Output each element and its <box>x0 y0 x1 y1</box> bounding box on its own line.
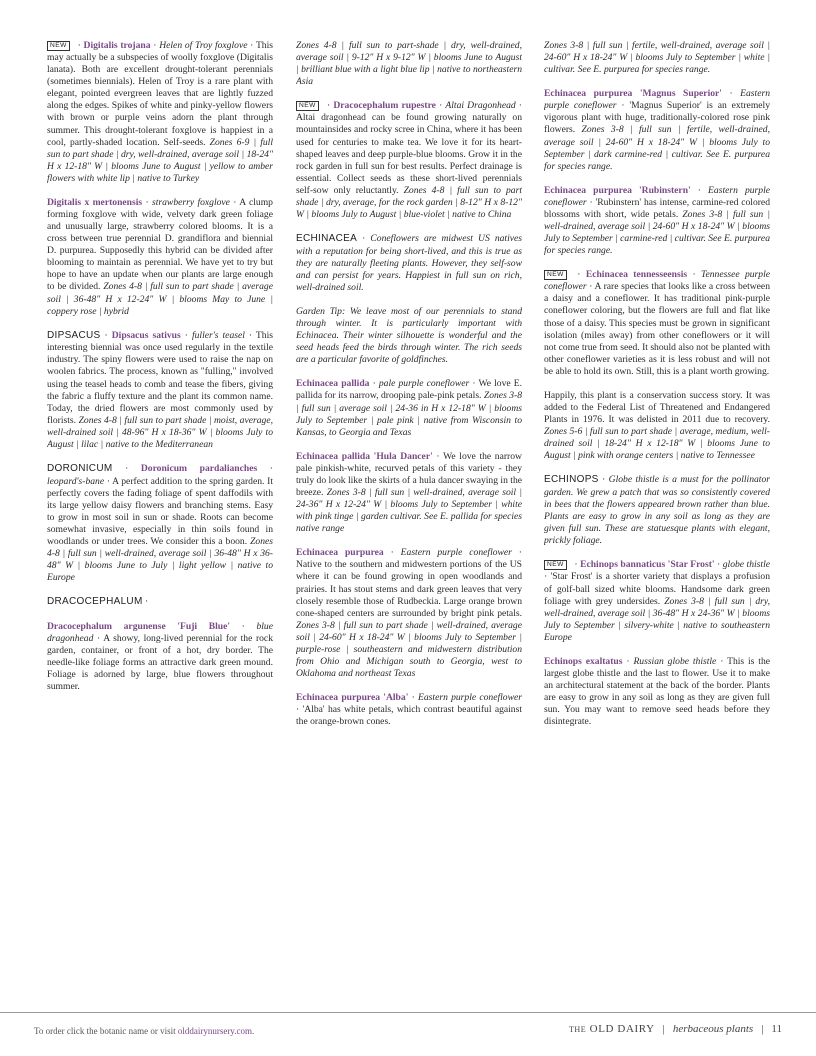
plant-entry: ECHINACEA · Coneflowers are midwest US natives with a reputation for being short-lived, and this is true as they are naturally fleeting plants. However, they self-sow and can persist for years. Happiest in full sun on rich, well-drained soil. <box>296 233 522 293</box>
plant-description: Happily, this plant is a conservation success story. It was added to the Federal List of Threatened and Endangered Plants in 1976. It was delisted in 2011 due to recovery. <box>544 389 770 426</box>
plant-entry: Echinops exaltatus · Russian globe thistle · This is the largest globe thistle and the last to flower. Use it to make an architectural statement at the back of the border. Plants are easy to grow in any soil as long as they are given full sun. You may want to remove seed heads before they disintegrate. <box>544 655 770 728</box>
common-name: Eastern purple coneflower <box>400 547 512 559</box>
plant-name-link[interactable]: Dracocephalum argunense 'Fuji Blue' <box>47 620 231 632</box>
genus-heading: ECHINACEA <box>296 233 358 245</box>
footer-separator-2: | <box>761 1023 764 1035</box>
common-name: Eastern purple coneflower <box>418 692 522 704</box>
column-1 <box>47 40 273 1008</box>
common-name: fuller's teasel <box>191 329 245 341</box>
order-note: To order click the botanic name or visit olddairynursery.com. <box>34 1026 255 1036</box>
plant-specs: Zones 3-8 | full sun | well-drained, average soil | 24-36" H x 12-24" W | blooms July to September | white with pink tinge | garden cultivar. See E. pallida for species native range <box>296 487 522 535</box>
plant-specs: Zones 5-6 | full sun to part shade | average, medium, well-drained soil | 18-24" H x 12-18" W | blooms June to August | pink with orange centers | native to Tennessee <box>544 426 770 462</box>
running-footer <box>569 1023 782 1035</box>
plant-entry: Echinacea pallida · pale purple coneflower · We love E. pallida for its narrow, drooping pale-pink petals. Zones 3-8 | full sun | average soil | 24-36 in H x 12-18" W | blooms July to September | pale pink | native from Wisconsin to Kansas, to Georgia and Texas <box>296 378 522 438</box>
plant-description: This is the largest globe thistle and the last to flower. Use it to make an architectural statement at the back of the border. Plants are easy to grow in any soil as long as they are given full sun. You may want to remove seed heads before they disintegrate. <box>544 655 770 728</box>
plant-entry: DRACOCEPHALUM · <box>47 596 149 608</box>
new-badge: NEW <box>47 41 70 51</box>
plant-specs: Zones 3-8 | full sun to part shade | well-drained, average soil | 24-60" H x 18-24" W | blooms July to September | purple-rose | southeastern and midwestern distribution from Ohio and Michigan south to Georgia, west to Oklahoma and northeast Texas <box>296 619 522 680</box>
plant-entry <box>296 306 522 366</box>
new-badge: NEW <box>544 270 567 280</box>
plant-name-link[interactable]: Dipsacus sativus <box>111 329 181 341</box>
plant-entry: Echinacea purpurea · Eastern purple coneflower · Native to the southern and midwestern portions of the US where it can be found growing in open woodlands and prairies. It has stout stems and dark green leaves that very closely resemble those of Rudbeckia. Large orange brown cone-shaped centers are surrounded by bright pink petals. Zones 3-8 | full sun to part shade | well-drained, average soil | 24-60" H x 18-24" W | blooms July to September | purple-rose | southeastern and midwestern distribution from Ohio and Michigan south to Georgia, west to Oklahoma and northeast Texas <box>296 547 522 680</box>
plant-entry: Echinacea purpurea 'Rubinstern' · Eastern purple coneflower · 'Rubinstern' has intense, carmine-red colored blossoms with short, wide petals. Zones 3-8 | full sun | well-drained, average soil | 24-60" H x 18-24" W | blooms July to September | carmine-red | cultivar. See E. purpurea for species range. <box>544 184 770 257</box>
plant-description: Native to the southern and midwestern portions of the US where it can be found growing in open woodlands and prairies. It has stout stems and dark green leaves that very closely resemble those of Rudbeckia. Large orange brown cone-shaped centers are surrounded by bright pink petals. <box>296 559 522 619</box>
column-2 <box>296 40 522 1008</box>
plant-specs: Zones 3-8 | full sun | fertile, well-drained, average soil | 24-60" H x 18-24" W | blooms July to September | dark carmine-red | cultivar. See E. purpurea for species range. <box>544 124 770 172</box>
common-name: Eastern purple coneflower <box>544 184 770 208</box>
plant-name-link[interactable]: Digitalis x mertonensis <box>47 196 143 208</box>
plant-description: We love the narrow pale pinkish-white, recurved petals of this variety - they truly do look like the skirts of a hula dancer swaying in the breeze. <box>296 450 522 499</box>
plant-entry <box>296 40 522 88</box>
brand-name: THE OLD DAIRY <box>568 1023 655 1035</box>
page-number: 11 <box>771 1023 782 1035</box>
genus-heading: DORONICUM <box>47 463 113 475</box>
footer-divider <box>0 1012 816 1013</box>
plant-description: A perfect addition to the spring garden. It perfectly covers the fading foliage of spent daffodils with its large yellow daisy flowers and branching stems. Easy to grow in most soil in sun or shade. Roots can become somewhat invasive, especially in thin soils found in woodlands or under trees. We consider this a boon. <box>47 475 273 547</box>
plant-entry: NEW · Echinacea tennesseensis · Tennessee purple coneflower · A rare species that looks like a cross between a daisy and a coneflower. It has traditional pink-purple coneflower coloring, but the flowers are full and flat like those of a daisy. This species must be grown in significant isolation (miles away) from other coneflowers or it will not come true from seed. It should also not be planted with other coneflower varieties as it is less robust and will not be able to hold its own. Still, this is a plant worth growing. <box>544 269 770 377</box>
new-badge: NEW <box>296 101 319 111</box>
plant-specs: Zones 4-8 | full sun to part shade | moist, average, well-drained soil | 48-96" H x 18-36" W | blooms July to August | lilac | native to the Mediterranean <box>47 414 273 450</box>
common-name: Eastern purple coneflower <box>544 88 770 112</box>
plant-specs: Zones 4-8 | full sun to part-shade | dry, well-drained, average soil | 9-12" H x 9-12" W | blooms June to August | brilliant blue with a light blue lip | native to northeastern Asia <box>296 40 522 88</box>
plant-name-link[interactable]: Echinops exaltatus <box>544 655 623 667</box>
common-name: leopard's-bane <box>47 475 105 487</box>
common-name: strawberry foxglove <box>152 196 230 208</box>
common-name: globe thistle <box>722 559 770 571</box>
plant-specs: Garden Tip: We leave most of our perennials to stand through winter. It is particularly important with Echinacea. Their winter silhouette is wonderful and the seed heads feed the birds through winter. The rich seeds are a particular favorite of goldfinches. <box>296 306 522 366</box>
genus-heading: ECHINOPS <box>544 474 599 486</box>
plant-name-link[interactable]: Echinacea tennesseensis <box>585 269 688 281</box>
common-name: Russian globe thistle <box>633 655 717 667</box>
plant-name-link[interactable]: Echinacea purpurea 'Rubinstern' <box>544 184 691 196</box>
plant-description: This may actually be a subspecies of woolly foxglove (Digitalis lanata). Both are excellent drought-tolerant perennials (sometimes biennials). Helen of Troy is a rare plant with elegant, pointed evergreen leaves that are lightly fuzzed along the edges. Spikes of white and pinky-yellow flowers with brown or purple veins adorn the plant through summer. This drought-tolerant foxglove is happiest in a cool, partly-shaded location. Self-seeds. <box>47 40 273 148</box>
plant-name-link[interactable]: Echinacea purpurea <box>296 547 384 559</box>
website-link[interactable]: olddairynursery.com <box>177 1026 252 1036</box>
plant-description: Altai dragonhead can be found growing naturally on mountainsides and rocky scree in China, where it has been used for centuries to make tea. We love it for its heart-shaped leaves and deep purple-blue blooms. Grow it in the rock garden in full sun for best results. Perfect drainage is essential. Collect seeds as these short-lived perennials self-sow only reluctantly. <box>296 112 522 196</box>
common-name: pale purple coneflower <box>378 378 470 390</box>
plant-entry: Digitalis x mertonensis · strawberry foxglove · A clump forming foxglove with wide, velvety dark green foliage and unusually large, strawberry colored blooms. It is a cross between true perennial D. grandiflora and biennial D. purpurea. Supposedly this hybrid can be divided after blooming to maintain as perennial. We have yet to try but hope to have an update when our plants are large enough to be divided. Zones 4-8 | full sun to part shade | average soil | 36-48" H x 12-24" W | blooms May to June | coppery rose | hybrid <box>47 196 273 317</box>
plant-entry: ECHINOPS · Globe thistle is a must for the pollinator garden. We grew a patch that was so consistently covered in bees that the flowers appeared brown rather than blue. Plants are easy to grow in any soil as long as they are given full sun. These are statuesque plants with elegant, prickly foliage. <box>544 474 770 547</box>
plant-name-link[interactable]: Echinacea pallida 'Hula Dancer' <box>296 450 433 462</box>
plant-entry: Echinacea purpurea 'Magnus Superior' · Eastern purple coneflower · 'Magnus Superior' is an extremely vigorous plant with huge, traditionally-colored rose pink flowers. Zones 3-8 | full sun | fertile, well-drained, average soil | 24-60" H x 18-24" W | blooms July to September | dark carmine-red | cultivar. See E. purpurea for species range. <box>544 88 770 172</box>
common-name: blue dragonhead <box>47 620 273 644</box>
plant-specs: Globe thistle is a must for the pollinator garden. We grew a patch that was so consistently covered in bees that the flowers appeared brown rather than blue. Plants are easy to grow in any soil as long as they are given full sun. These are statuesque plants with elegant, prickly foliage. <box>544 474 770 547</box>
plant-description: A rare species that looks like a cross between a daisy and a coneflower. It has traditional pink-purple coneflower coloring, but the flowers are full and flat like those of a daisy. This species must be grown in significant isolation (miles away) from other coneflowers or it will not come true from seed. It should also not be planted with other coneflower varieties as it is less robust and will not be able to hold its own. Still, this is a plant worth growing. <box>544 281 770 377</box>
plant-entry: Echinacea pallida 'Hula Dancer' · We love the narrow pale pinkish-white, recurved petals of this variety - they truly do look like the skirts of a hula dancer swaying in the breeze. Zones 3-8 | full sun | well-drained, average soil | 24-36" H x 12-24" W | blooms July to September | white with pink tinge | garden cultivar. See E. pallida for species native range <box>296 450 522 535</box>
plant-specs: Zones 6-9 | full sun to part shade | dry, well-drained, average soil | 18-24" H x 12-18" W | blooms June to August | yellow to amber flowers with white lip | native to Turkey <box>47 136 273 184</box>
plant-name-link[interactable]: Echinacea purpurea 'Alba' <box>296 692 409 704</box>
plant-specs: Zones 3-8 | full sun | average soil | 24-36 in H x 12-18" W | blooms July to September | pale pink | native from Wisconsin to Kansas, to Georgia and Texas <box>296 390 522 438</box>
plant-specs: Zones 4-8 | full sun to part shade | dry, average, for the rock garden | 8-12" H x 8-12" W | blooms July to August | blue-violet | native to China <box>296 184 522 221</box>
plant-entry: NEW · Echinops bannaticus 'Star Frost' · globe thistle · 'Star Frost' is a shorter variety that displays a profusion of golf-ball sized white blooms. Handsome dark green foliage with grey undersides. Zones 3-8 | full sun | dry, well-drained, average soil | 36-48" H x 24-36" W | blooms July to September | silvery-white | native to southeastern Europe <box>544 559 770 643</box>
footer-separator: | <box>662 1023 665 1035</box>
common-name: Altai Dragonhead <box>445 100 516 112</box>
plant-specs: Zones 3-8 | full sun | well-drained, average soil | 24-60" H x 18-24" W | blooms July to September | carmine-red | cultivar. See E. purpurea for species range. <box>544 208 770 257</box>
common-name: Helen of Troy foxglove <box>159 40 248 51</box>
plant-entry: DORONICUM · Doronicum pardalianches · leopard's-bane · A perfect addition to the spring garden. It perfectly covers the fading foliage of spent daffodils with its large yellow daisy flowers and branching stems. Easy to grow in most soil in sun or shade. Roots can become somewhat invasive, especially in thin soils found in woodlands or under trees. We consider this a boon. Zones 4-8 | full sun | well-drained, average soil | 36-48" H x 36-48" W | blooms June to July | light yellow | native to Europe <box>47 463 273 584</box>
genus-heading: DRACOCEPHALUM <box>47 596 143 608</box>
plant-specs: Zones 4-8 | full sun | well-drained, average soil | 36-48" H x 36-48" W | blooms June to July | light yellow | native to Europe <box>47 536 273 584</box>
plant-name-link[interactable]: Echinacea pallida <box>296 378 370 390</box>
plant-description: We love E. pallida for its narrow, drooping pale-pink petals. <box>296 378 522 402</box>
plant-name-link[interactable]: Digitalis trojana <box>83 40 151 51</box>
plant-specs: Zones 3-8 | full sun | fertile, well-drained, average soil | 24-60" H x 18-24" W | blooms July to September | white | cultivar. See E. purpurea for species range. <box>544 40 770 76</box>
plant-description: A showy, long-lived perennial for the rock garden, container, or front of a hot, dry border. The needle-like foliage forms an attractive dark green mound. Foliage is adorned by large, blue flowers throughout summer. <box>47 632 273 693</box>
plant-description: 'Alba' has white petals, which contrast beautiful against the orange-brown cones. <box>296 704 522 728</box>
section-title: herbaceous plants <box>672 1023 754 1035</box>
plant-entry: Echinacea purpurea 'Alba' · Eastern purple coneflower · 'Alba' has white petals, which contrast beautiful against the orange-brown cones. <box>296 692 522 728</box>
plant-description: A clump forming foxglove with wide, velvety dark green foliage and unusually large, strawberry colored blooms. It is a cross between true perennial D. grandiflora and biennial D. purpurea. Supposedly this hybrid can be divided after blooming to maintain as perennial. We have yet to try but hope to have an update when our plants are large enough to be divided. <box>47 196 273 293</box>
plant-name-link[interactable]: Doronicum pardalianches <box>140 463 258 475</box>
plant-specs: Coneflowers are midwest US natives with a reputation for being short-lived, and this is true as they are naturally fleeting plants. However, they self-sow and can persist for years. Happiest in full sun on rich, well-drained soil. <box>296 233 522 293</box>
plant-specs: Zones 4-8 | full sun to part shade | average soil | 36-48" H x 12-24" W | blooms May to June | coppery rose | hybrid <box>47 281 273 317</box>
plant-description: This interesting biennial was once used regularly in the textile industry. The spiny flowers were used to raise the nap on woolen fabrics. The process, known as "fulling," involved using the teasel heads to comb and tease the fibers, giving the fabric a fluffy texture and the plant its common name. Today, the dried flowers are most commonly used by florists. <box>47 329 273 426</box>
plant-description: 'Rubinstern' has intense, carmine-red colored blossoms with short, wide petals. <box>544 196 770 220</box>
new-badge: NEW <box>544 560 567 570</box>
plant-specs: Zones 3-8 | full sun | dry, well-drained, average soil | 36-48" H x 24-36" W | blooms July to September | silvery-white | native to southeastern Europe <box>544 595 770 643</box>
plant-name-link[interactable]: Echinacea purpurea 'Magnus Superior' <box>544 88 722 100</box>
common-name: Tennessee purple coneflower <box>544 269 770 293</box>
plant-description: 'Star Frost' is a shorter variety that displays a profusion of golf-ball sized white blooms. Handsome dark green foliage with grey undersides. <box>544 571 770 607</box>
genus-heading: DIPSACUS <box>47 329 101 341</box>
column-3 <box>544 40 770 1008</box>
plant-entry: DIPSACUS · Dipsacus sativus · fuller's teasel · This interesting biennial was once used regularly in the textile industry. The spiny flowers were used to raise the nap on woolen fabrics. The process, known as "fulling," involved using the teasel heads to comb and tease the fibers, giving the fabric a fluffy texture and the plant its common name. Today, the dried flowers are most commonly used by florists. Zones 4-8 | full sun to part shade | moist, average, well-drained soil | 48-96" H x 18-36" W | blooms July to August | lilac | native to the Mediterranean <box>47 329 273 450</box>
plant-entry: NEW · Digitalis trojana · Helen of Troy foxglove · This may actually be a subspecies of woolly foxglove (Digitalis lanata). Both are excellent drought-tolerant perennials (sometimes biennials). Helen of Troy is a rare plant with elegant, pointed evergreen leaves that are lightly fuzzed along the edges. Spikes of white and pinky-yellow flowers with brown or purple veins adorn the plant through summer. This drought-tolerant foxglove is happiest in a cool, partly-shaded location. Self-seeds. Zones 6-9 | full sun to part shade | dry, well-drained, average soil | 18-24" H x 12-18" W | blooms June to August | yellow to amber flowers with white lip | native to Turkey <box>47 40 273 184</box>
plant-entry <box>544 390 770 462</box>
plant-entry: Dracocephalum argunense 'Fuji Blue' · blue dragonhead · A showy, long-lived perennial for the rock garden, container, or front of a hot, dry border. The needle-like foliage forms an attractive dark green mound. Foliage is adorned by large, blue flowers throughout summer. <box>47 620 273 693</box>
plant-entry <box>544 40 770 76</box>
plant-description: 'Magnus Superior' is an extremely vigorous plant with huge, traditionally-colored rose pink flowers. <box>544 100 770 136</box>
plant-name-link[interactable]: Dracocephalum rupestre <box>333 100 436 112</box>
plant-entry: NEW · Dracocephalum rupestre · Altai Dragonhead · Altai dragonhead can be found growing naturally on mountainsides and rocky scree in China, where it has been used for centuries to make tea. We love it for its heart-shaped leaves and deep purple-blue blooms. Grow it in the rock garden in full sun for best results. Perfect drainage is essential. Collect seeds as these short-lived perennials self-sow only reluctantly. Zones 4-8 | full sun to part shade | dry, average, for the rock garden | 8-12" H x 8-12" W | blooms July to August | blue-violet | native to China <box>296 100 522 221</box>
plant-name-link[interactable]: Echinops bannaticus 'Star Frost' <box>580 559 715 571</box>
